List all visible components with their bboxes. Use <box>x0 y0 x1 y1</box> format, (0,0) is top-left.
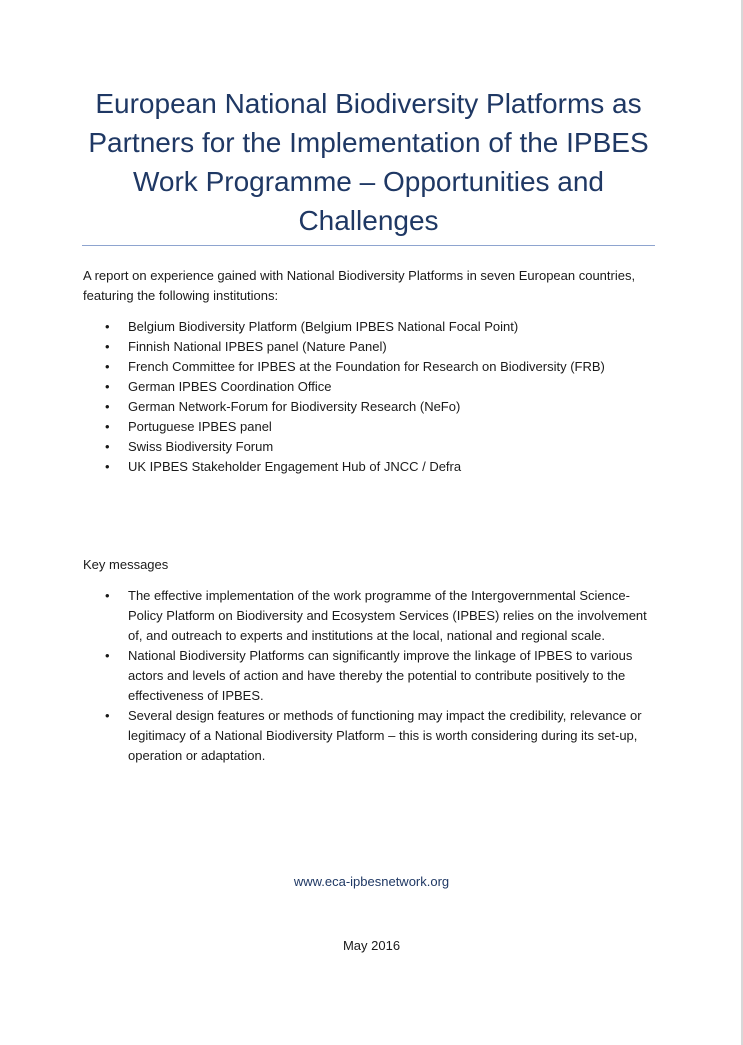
institution-item <box>83 437 653 457</box>
bullet-icon: • <box>105 359 110 374</box>
publication-date: May 2016 <box>342 938 401 953</box>
institution-item <box>83 397 653 417</box>
institution-item-text: German Network-Forum for Biodiversity Research (NeFo) <box>128 399 461 414</box>
bullet-icon: • <box>105 439 110 454</box>
key-message-item-text: The effective implementation of the work programme of the Intergovernmental Science-Policy Platform on Biodiversity and Ecosystem Services (IPBES) relies on the involvement of, and outreach to experts and institutions at the local, national and regional scale. <box>128 588 647 643</box>
key-message-item-text: National Biodiversity Platforms can significantly improve the linkage of IPBES to various actors and levels of action and have thereby the potential to contribute positively to the effectiveness of IPBES. <box>128 648 633 703</box>
bullet-icon: • <box>105 648 110 663</box>
website-link[interactable]: www.eca-ipbesnetwork.org <box>293 874 450 889</box>
key-message-item <box>83 586 653 646</box>
institution-item-text: Swiss Biodiversity Forum <box>128 439 274 454</box>
bullet-icon: • <box>105 319 110 334</box>
bullet-icon: • <box>105 459 110 474</box>
document-title: European National Biodiversity Platforms as Partners for the Implementation of the IPBES Work Programme – Opportunities and Challenges <box>88 88 649 236</box>
institution-item-text: Portuguese IPBES panel <box>128 419 272 434</box>
key-message-item <box>83 646 653 706</box>
institution-item-text: UK IPBES Stakeholder Engagement Hub of JNCC / Defra <box>128 459 462 474</box>
key-messages-list <box>83 586 653 766</box>
bullet-icon: • <box>105 399 110 414</box>
institution-item-text: German IPBES Coordination Office <box>128 379 332 394</box>
institution-item <box>83 317 653 337</box>
institution-item <box>83 377 653 397</box>
institution-item-text: Belgium Biodiversity Platform (Belgium IPBES National Focal Point) <box>128 319 519 334</box>
institution-item <box>83 417 653 437</box>
bullet-icon: • <box>105 379 110 394</box>
key-messages-heading: Key messages <box>83 557 169 572</box>
institution-item-text: Finnish National IPBES panel (Nature Panel) <box>128 339 387 354</box>
bullet-icon: • <box>105 708 110 723</box>
title-divider <box>82 245 655 246</box>
institution-item <box>83 457 653 477</box>
bullet-icon: • <box>105 419 110 434</box>
institution-item <box>83 357 653 377</box>
institutions-list <box>83 317 653 477</box>
key-message-item <box>83 706 653 766</box>
bullet-icon: • <box>105 339 110 354</box>
institution-item-text: French Committee for IPBES at the Foundation for Research on Biodiversity (FRB) <box>128 359 605 374</box>
intro-paragraph: A report on experience gained with National Biodiversity Platforms in seven European countries, featuring the following institutions: <box>83 268 636 303</box>
bullet-icon: • <box>105 588 110 603</box>
institution-item <box>83 337 653 357</box>
key-message-item-text: Several design features or methods of functioning may impact the credibility, relevance or legitimacy of a National Biodiversity Platform – this is worth considering during its set-up, operation or adaptation. <box>128 708 642 763</box>
